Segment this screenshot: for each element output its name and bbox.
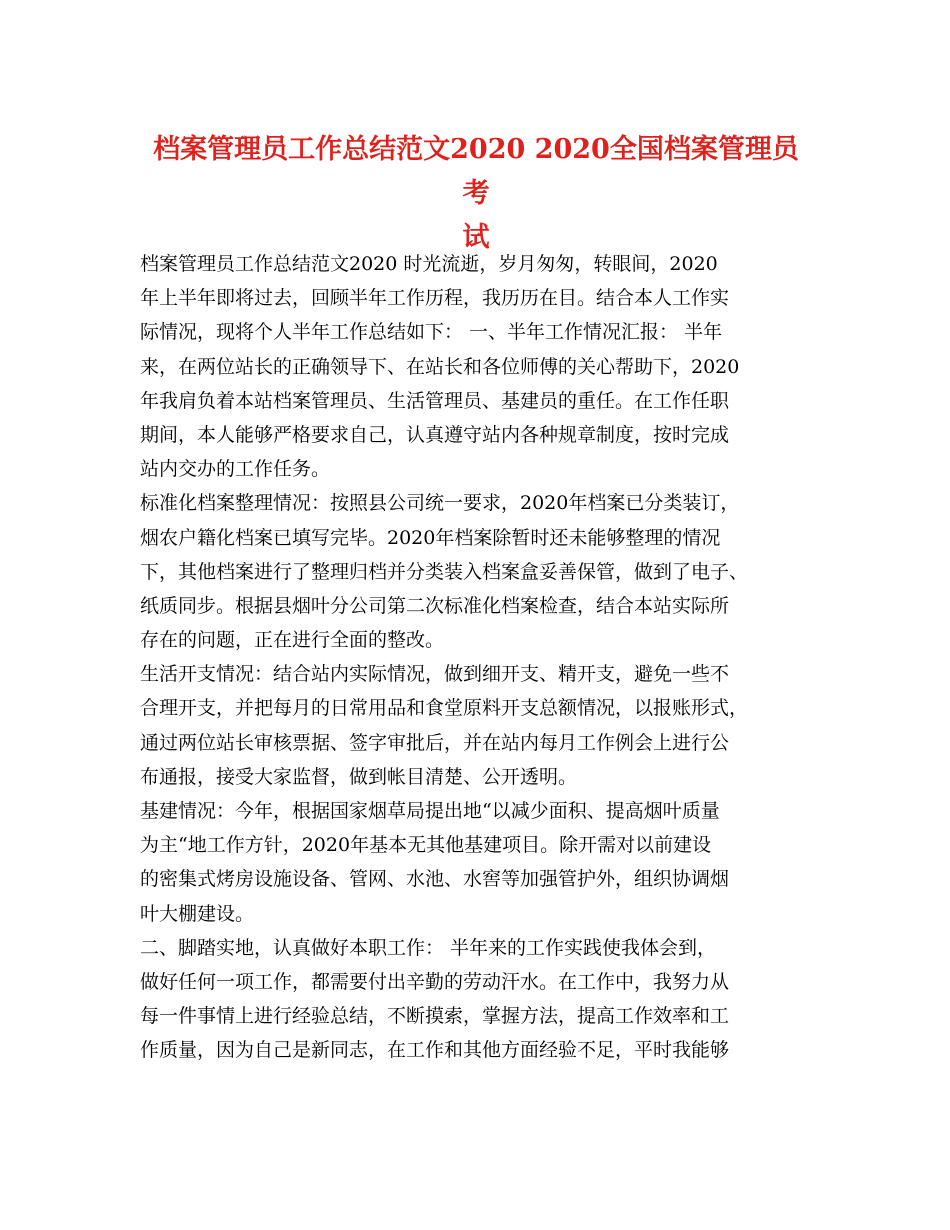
body-line: 基建情况：今年，根据国家烟草局提出地“以减少面积、提高烟叶质量	[140, 800, 720, 822]
body-line: 烟农户籍化档案已填写完毕。2020年档案除暂时还未能够整理的情况	[140, 526, 721, 549]
body-line: 叶大棚建设。	[140, 902, 255, 925]
body-line: 站内交办的工作任务。	[140, 458, 331, 481]
body-line: 下，其他档案进行了整理归档并分类装入档案盒妥善保管，做到了电子、	[140, 560, 749, 583]
body-line: 合理开支，并把每月的日常用品和食堂原料开支总额情况，以报账形式，	[140, 697, 749, 720]
body-line: 纸质同步。根据县烟叶分公司第二次标准化档案检查，结合本站实际所	[140, 594, 730, 617]
title-line: 档案管理员工作总结范文2020 2020全国档案管理员考	[153, 134, 799, 209]
body-line: 通过两位站长审核票据、签字审批后，并在站内每月工作例会上进行公	[140, 731, 730, 754]
body-line: 档案管理员工作总结范文2020 时光流逝，岁月匆匆，转眼间，2020	[140, 253, 718, 275]
body-line: 作质量，因为自己是新同志，在工作和其他方面经验不足，平时我能够	[140, 1039, 730, 1062]
body-line: 年我肩负着本站档案管理员、生活管理员、基建员的重任。在工作任职	[140, 389, 730, 412]
body-line: 年上半年即将过去，回顾半年工作历程，我历历在目。结合本人工作实	[140, 287, 730, 310]
body-line: 期间，本人能够严格要求自己，认真遵守站内各种规章制度，按时完成	[140, 423, 730, 446]
body-line: 来，在两位站长的正确领导下、在站长和各位师傅的关心帮助下，2020	[140, 355, 740, 378]
body-line: 标准化档案整理情况：按照县公司统一要求，2020年档案已分类装订，	[140, 492, 740, 515]
body-line: 为主“地工作方针，2020年基本无其他基建项目。除开需对以前建设	[140, 834, 712, 857]
document-body	[140, 247, 816, 1068]
body-line: 做好任何一项工作，都需要付出辛勤的劳动汗水。在工作中，我努力从	[140, 970, 730, 993]
body-line: 二、脚踏实地，认真做好本职工作： 半年来的工作实践使我体会到，	[140, 936, 717, 959]
body-line: 的密集式烤房设施设备、管网、水池、水窖等加强管护外，组织协调烟	[140, 868, 730, 891]
body-line: 每一件事情上进行经验总结，不断摸索，掌握方法，提高工作效率和工	[140, 1005, 730, 1028]
body-line: 际情况，现将个人半年工作总结如下： 一、半年工作情况汇报： 半年	[140, 321, 723, 344]
body-line: 存在的问题，正在进行全面的整改。	[140, 629, 445, 652]
body-line: 生活开支情况：结合站内实际情况，做到细开支、精开支，避免一些不	[140, 663, 730, 686]
body-line: 布通报，接受大家监督，做到帐目清楚、公开透明。	[140, 765, 578, 788]
title-line: 试	[462, 222, 490, 253]
document-title	[140, 128, 812, 260]
